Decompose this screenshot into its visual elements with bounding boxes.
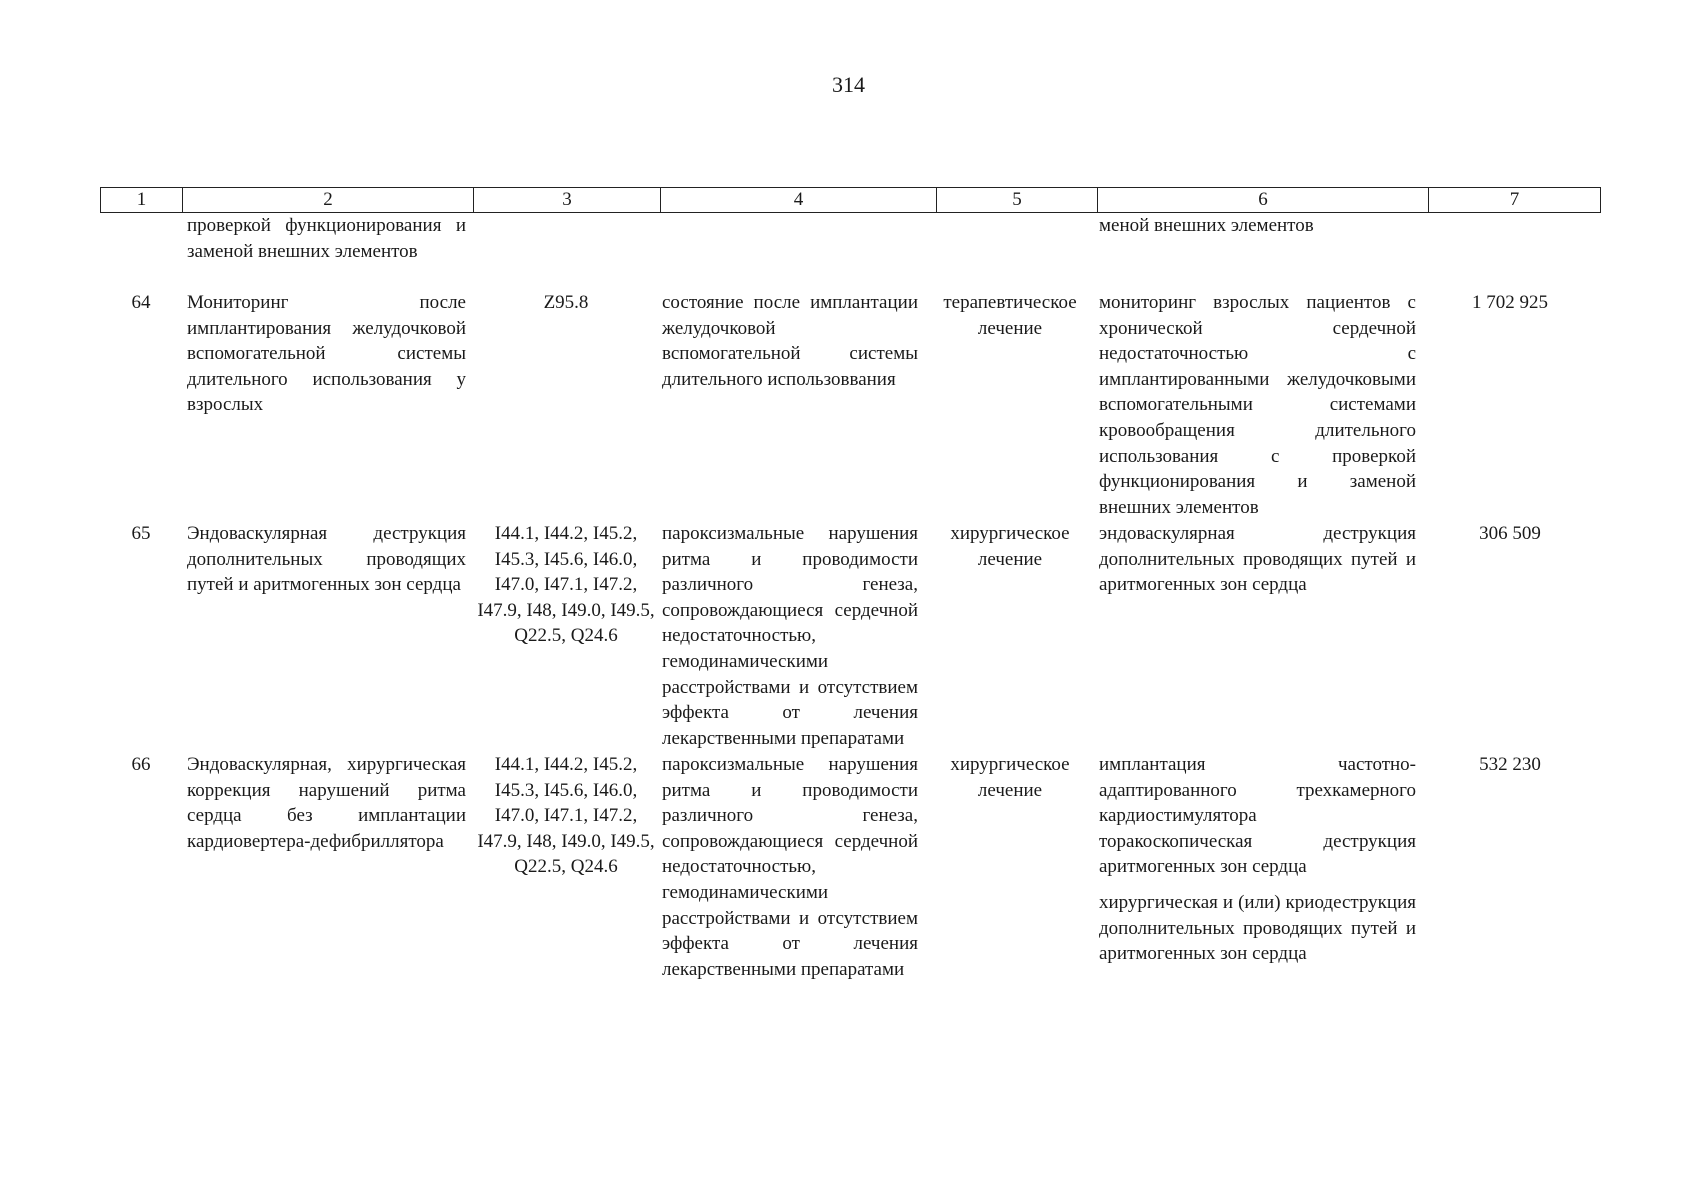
column-number-7: 7 [1429,188,1601,213]
row-65-cost: 306 509 [1479,523,1541,544]
row-65-method: эндоваскулярная деструкция дополнительных проводящих путей и аритмогенных зон сердца [1099,523,1416,596]
column-number-6: 6 [1098,188,1429,213]
row-64-patient-model: состояние после имплантации желудочковой вспомогательной системы длительного использоввания [662,292,918,390]
continuation-method: меной внешних элементов [1099,215,1314,236]
row-64-number: 64 [131,292,151,313]
row-66-method-1: имплантация частотно-адаптированного трехкамерного кардиостимулятора [1099,754,1416,827]
column-number-3: 3 [474,188,661,213]
row-66-method-2: торакоскопическая деструкция аритмогенных зон сердца [1099,830,1416,878]
column-number-1: 1 [101,188,183,213]
row-66-codes: I44.1, I44.2, I45.2, I45.3, I45.6, I46.0, I47.0, I47.1, I47.2, I47.9, I48, I49.0, I49.5, Q22.5, Q24.6 [477,754,655,878]
row-66-patient-model: пароксизмальные нарушения ритма и проводимости различного генеза, сопровождающиеся сердечной недостаточностью, гемодинамическими расстройствами и отсутствием эффекта от лечения лекарственными препаратами [662,754,918,980]
row-66-method-3: хирургическая и (или) криодеструкция дополнительных проводящих путей и аритмогенных зон сердца [1099,891,1416,965]
row-64-name: Мониторинг после имплантирования желудочковой вспомогательной системы длительного использования у взрослых [187,292,466,416]
row-66-methods [1099,752,1416,967]
row-65-codes: I44.1, I44.2, I45.2, I45.3, I45.6, I46.0, I47.0, I47.1, I47.2, I47.9, I48, I49.0, I49.5, Q22.5, Q24.6 [477,523,655,647]
row-65-patient-model: пароксизмальные нарушения ритма и проводимости различного генеза, сопровождающиеся сердечной недостаточностью, гемодинамическими расстройствами и отсутствием эффекта от лечения лекарственными препаратами [662,523,918,749]
row-65-number: 65 [131,523,151,544]
row-64-method: мониторинг взрослых пациентов с хронической сердечной недостаточностью с имплантированными желудочковыми вспомогательными системами кровообращения длительного использования с проверкой функционирования и заменой внешних элементов [1099,292,1416,518]
column-header-row [100,187,1601,213]
page-number: 314 [832,72,865,97]
row-66-treatment-type: хирургическое лечение [950,754,1070,801]
row-64-codes: Z95.8 [543,292,589,313]
column-number-2: 2 [183,188,474,213]
column-number-5: 5 [937,188,1098,213]
row-65-treatment-type: хирургическое лечение [950,523,1070,570]
row-65-name: Эндоваскулярная деструкция дополнительных проводящих путей и аритмогенных зон сердца [187,523,466,596]
row-66-number: 66 [131,754,151,775]
row-66-cost: 532 230 [1479,754,1541,775]
row-64-cost: 1 702 925 [1472,292,1548,313]
continuation-name: проверкой функционирования и заменой внешних элементов [187,215,466,262]
row-66-name: Эндоваскулярная, хирургическая коррекция нарушений ритма сердца без имплантации кардиовертера-дефибриллятора [187,754,466,852]
column-number-4: 4 [661,188,937,213]
row-64-treatment-type: терапевтическое лечение [943,292,1077,339]
